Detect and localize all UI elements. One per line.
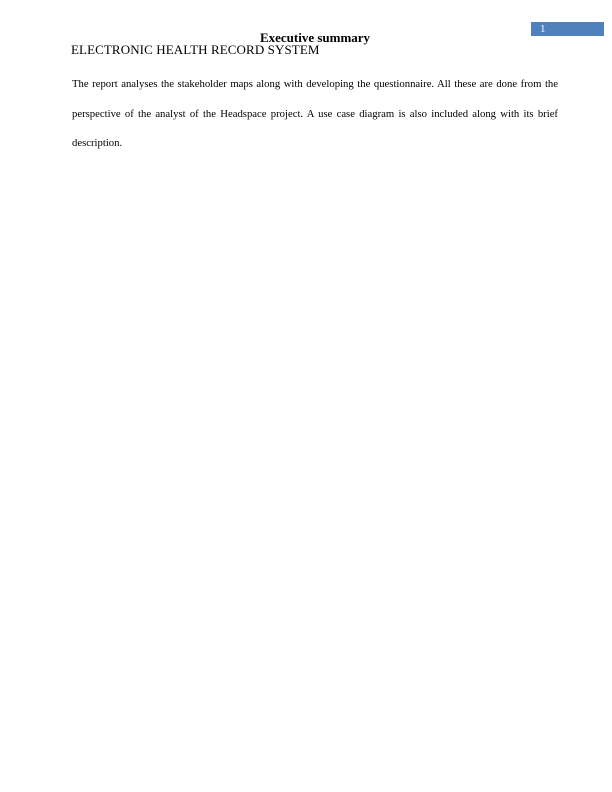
executive-summary-paragraph: The report analyses the stakeholder maps along with developing the questionnaire. All these are done from the perspective of the analyst of the Headspace project. A use case diagram is also included along with its brief description.	[72, 78, 558, 149]
page-number: 1	[540, 23, 546, 35]
section-title: Executive summary	[259, 30, 371, 45]
running-header-title: ELECTRONIC HEALTH RECORD SYSTEM	[71, 42, 320, 57]
